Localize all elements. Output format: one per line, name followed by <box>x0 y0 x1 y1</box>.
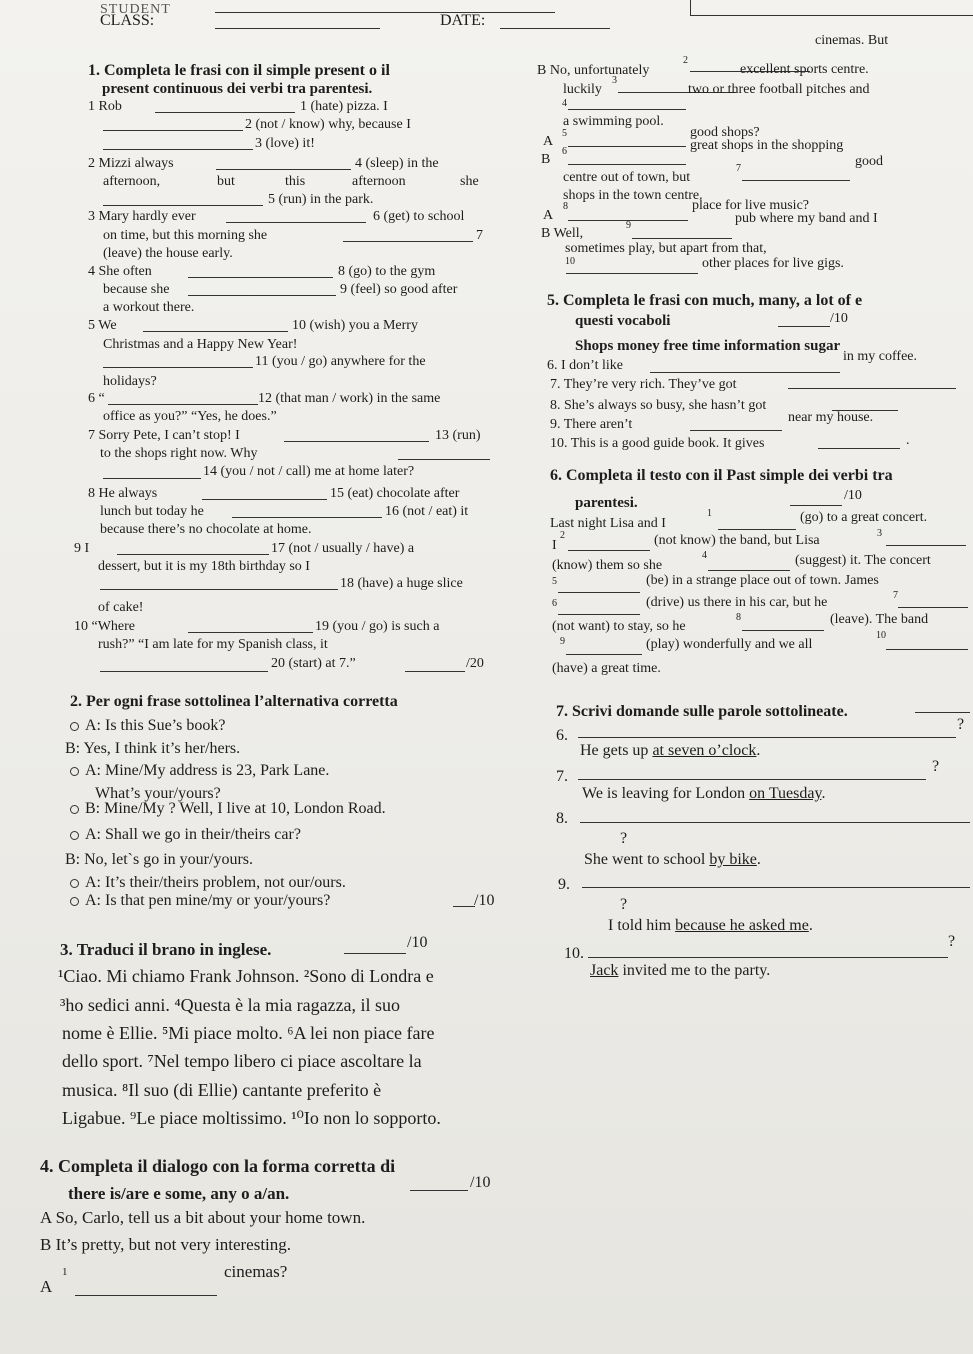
ex2-item <box>70 800 386 818</box>
ex1-blank-4[interactable] <box>216 169 351 170</box>
ex7-sentence-text: invited me to the party. <box>618 962 771 979</box>
ex1-line: 13 (run) <box>435 428 481 443</box>
ex1-line: 5 We <box>88 318 117 333</box>
ex2-item <box>70 762 329 780</box>
ex1-line: 7 <box>476 228 483 243</box>
ex7-num: 7. <box>556 768 568 785</box>
dialogue-line: place for live music? <box>692 198 810 213</box>
ex3-title: 3. Traduci il brano in inglese. <box>60 940 272 959</box>
ex7-qmark: ? <box>957 716 965 733</box>
ex7-qmark: ? <box>620 896 628 913</box>
bullet-circle-icon <box>70 722 79 731</box>
ex1-score: /20 <box>466 656 484 671</box>
dialogue-line: good <box>855 154 883 169</box>
ex2-text: A: Is this Sue’s book? <box>85 717 226 734</box>
ex1-line: 15 (eat) chocolate after <box>330 486 460 501</box>
ex1-line: 14 (you / not / call) me at home later? <box>203 464 415 479</box>
ex1-line: 8 He always <box>88 486 158 501</box>
ex1-line: holidays? <box>103 374 157 389</box>
ex1-line: 2 (not / know) why, because I <box>245 117 411 132</box>
ex6-line: (play) wonderfully and we all <box>646 637 813 652</box>
dialogue-line: pub where my band and I <box>735 211 878 226</box>
ex1-line: 6 (get) to school <box>373 209 465 224</box>
ex6-blank-3[interactable] <box>886 545 966 546</box>
ex1-line: 9 I <box>74 541 90 556</box>
dialogue-line: other places for live gigs. <box>702 256 844 271</box>
ex6-num: 10 <box>876 630 886 641</box>
dialogue-blank-9[interactable] <box>632 238 732 239</box>
ex7-sentence-text: . <box>756 742 761 759</box>
dialogue-line: a swimming pool. <box>563 114 664 129</box>
ex2-text: A: Mine/My address is 23, Park Lane. <box>85 762 330 779</box>
ex6-line: (leave). The band <box>830 612 929 627</box>
ex7-underlined: at seven o’clock <box>652 742 757 759</box>
ex6-line: (know) them so she <box>552 558 663 573</box>
ex1-line: a workout there. <box>103 300 195 315</box>
ex7-sentence-text: She went to school <box>584 851 710 868</box>
ex6-num: 2 <box>560 530 565 541</box>
ex3-line: ³ho sedici anni. ⁴Questa è la mia ragazza, il suo <box>60 995 401 1015</box>
dialogue-line: great shops in the shopping <box>690 138 844 153</box>
ex2-item <box>70 892 330 910</box>
score-box-line <box>690 15 973 16</box>
student-label: STUDENT <box>100 2 171 17</box>
ex2-text: A: It’s their/theirs problem, not our/ours. <box>85 874 346 891</box>
ex1-line: 10 (wish) you a Merry <box>292 318 418 333</box>
ex2-item <box>70 717 225 735</box>
ex2-score-line <box>453 906 475 907</box>
ex1-line: (leave) the house early. <box>103 246 233 261</box>
dialogue-num: 4 <box>562 98 567 109</box>
ex7-sentence-text: He gets up <box>580 742 653 759</box>
ex7-sentence <box>582 785 825 803</box>
ex6-blank-4[interactable] <box>708 570 790 571</box>
ex1-line: but <box>217 174 235 189</box>
dialogue-line: luckily <box>563 82 602 97</box>
ex7-qmark: ? <box>932 758 940 775</box>
ex6-num: 3 <box>877 528 882 539</box>
ex1-subtitle: present continuous dei verbi tra parentesi. <box>102 81 373 97</box>
ex6-num: 1 <box>707 508 712 519</box>
ex5-blank-10[interactable] <box>818 448 900 449</box>
dialogue-line: A <box>543 134 554 149</box>
dialogue-num: 3 <box>612 75 617 86</box>
ex5-item: 7. They’re very rich. They’ve got <box>550 377 737 392</box>
dialogue-line: B No, unfortunately <box>537 63 650 78</box>
ex1-line: 11 (you / go) anywhere for the <box>255 354 426 369</box>
ex3-line: dello sport. ⁷Nel tempo libero ci piace ascoltare la <box>62 1051 422 1071</box>
ex1-blank-19[interactable] <box>188 632 313 633</box>
ex7-sentence <box>590 962 770 980</box>
ex6-blank-5[interactable] <box>558 592 640 593</box>
ex1-blank-20[interactable] <box>100 671 268 672</box>
bullet-circle-icon <box>70 897 79 906</box>
ex5-item: 8. She’s always so busy, she hasn’t got <box>550 398 767 413</box>
ex6-blank-8[interactable] <box>742 630 824 631</box>
ex1-blank-12[interactable] <box>108 404 258 405</box>
ex3-score-line <box>344 953 406 954</box>
ex4-line: B It’s pretty, but not very interesting. <box>40 1235 292 1254</box>
ex6-line: (go) to a great concert. <box>800 510 928 525</box>
ex1-blank-1[interactable] <box>155 112 295 113</box>
ex1-line: 4 She often <box>88 264 152 279</box>
bullet-circle-icon <box>70 831 79 840</box>
ex5-item: 6. I don’t like <box>547 358 623 373</box>
ex1-line: 2 Mizzi always <box>88 156 174 171</box>
ex1-title: 1. Completa le frasi con il simple present o il <box>88 62 390 79</box>
ex2-item <box>70 826 301 844</box>
ex7-underlined: Jack <box>590 962 619 979</box>
ex1-blank-17[interactable] <box>117 554 269 555</box>
ex6-line: I <box>552 538 557 553</box>
ex7-answer-7[interactable] <box>578 779 926 780</box>
ex7-sentence <box>580 742 760 760</box>
ex6-line: (drive) us there in his car, but he <box>646 595 828 610</box>
ex2-item: B: No, let`s go in your/yours. <box>65 851 253 868</box>
ex7-qmark: ? <box>620 830 628 847</box>
class-line <box>215 28 380 29</box>
ex7-answer-10[interactable] <box>588 957 948 958</box>
ex7-answer-9[interactable] <box>582 887 970 888</box>
ex4-title: 4. Completa il dialogo con la forma corretta di <box>40 1156 396 1176</box>
ex5-subtitle: questi vocaboli <box>575 313 671 329</box>
ex1-blank-7[interactable] <box>343 241 473 242</box>
ex1-line: afternoon <box>352 174 406 189</box>
ex6-blank-9[interactable] <box>566 654 642 655</box>
ex4-score: /10 <box>470 1174 491 1191</box>
ex6-line: (be) in a strange place out of town. James <box>646 573 879 588</box>
ex4-line: cinemas? <box>224 1262 288 1281</box>
dialogue-line: two or three football pitches and <box>688 82 870 97</box>
ex7-sentence <box>584 851 761 869</box>
ex7-sentence-text: . <box>821 785 826 802</box>
ex6-blank-1[interactable] <box>718 529 796 530</box>
ex1-line: on time, but this morning she <box>103 228 268 243</box>
ex1-blank-14[interactable] <box>103 478 201 479</box>
dialogue-num: 2 <box>683 55 688 66</box>
ex1-line: 3 (love) it! <box>255 136 315 151</box>
dialogue-line: cinemas. But <box>815 33 889 48</box>
dialogue-line: excellent sports centre. <box>740 62 869 77</box>
ex1-blank-9[interactable] <box>188 295 336 296</box>
ex1-line: 10 “Where <box>74 619 136 634</box>
ex1-line: 4 (sleep) in the <box>355 156 439 171</box>
dialogue-line: A <box>543 208 554 223</box>
dialogue-blank-5[interactable] <box>568 146 686 147</box>
ex1-line: 20 (start) at 7.” <box>271 656 356 671</box>
ex4-score-line <box>410 1190 468 1191</box>
ex2-text: B: Mine/My ? Well, I live at 10, London Road. <box>85 800 386 817</box>
dialogue-num: 6 <box>562 146 567 157</box>
ex4-line: A So, Carlo, tell us a bit about your home town. <box>40 1208 366 1227</box>
ex2-text: A: Shall we go in their/theirs car? <box>85 826 301 843</box>
dialogue-num: 10 <box>565 256 575 267</box>
ex5-score-line <box>778 326 830 327</box>
dialogue-line: sometimes play, but apart from that, <box>565 241 767 256</box>
bullet-circle-icon <box>70 767 79 776</box>
date-label: DATE: <box>440 12 486 29</box>
dialogue-line: shops in the town centre. <box>563 188 703 203</box>
ex2-text: A: Is that pen mine/my or your/yours? <box>85 892 331 909</box>
student-line <box>215 12 555 13</box>
ex1-blank-2[interactable] <box>103 130 243 131</box>
ex6-line: Last night Lisa and I <box>550 516 666 531</box>
ex3-line: Ligabue. ⁹Le piace moltissimo. ¹⁰Io non lo sopporto. <box>62 1108 441 1128</box>
ex1-line: 17 (not / usually / have) a <box>271 541 415 556</box>
ex1-line: 8 (go) to the gym <box>338 264 436 279</box>
ex1-blank-5[interactable] <box>103 205 263 206</box>
ex6-score-line <box>790 505 842 506</box>
ex7-answer-8[interactable] <box>580 822 970 823</box>
ex6-line: (suggest) it. The concert <box>795 553 931 568</box>
ex5-score: /10 <box>830 311 848 326</box>
ex1-line: 7 Sorry Pete, I can’t stop! I <box>88 428 240 443</box>
ex5-item: near my house. <box>788 410 874 425</box>
ex5-item: in my coffee. <box>843 349 917 364</box>
ex1-line: because there’s no chocolate at home. <box>100 522 312 537</box>
ex7-answer-6[interactable] <box>578 737 956 738</box>
ex1-line: office as you?” “Yes, he does.” <box>103 409 277 424</box>
ex6-num: 9 <box>560 636 565 647</box>
dialogue-blank-6[interactable] <box>568 164 686 165</box>
dialogue-blank-10[interactable] <box>566 273 698 274</box>
ex1-blank-18[interactable] <box>100 589 338 590</box>
dialogue-num: 5 <box>562 128 567 139</box>
ex1-blank-13b[interactable] <box>398 459 490 460</box>
ex1-blank-11[interactable] <box>103 367 253 368</box>
ex5-title: 5. Completa le frasi con much, many, a lot of e <box>547 292 863 309</box>
ex1-blank-10[interactable] <box>143 331 288 332</box>
dialogue-line: centre out of town, but <box>563 170 691 185</box>
ex6-blank-6[interactable] <box>558 614 640 615</box>
score-box-edge <box>690 0 691 15</box>
ex2-item: B: Yes, I think it’s her/hers. <box>65 740 241 757</box>
ex1-blank-13[interactable] <box>284 441 429 442</box>
ex6-score: /10 <box>844 488 862 503</box>
ex6-num: 8 <box>736 612 741 623</box>
ex3-line: nome è Ellie. ⁵Mi piace molto. ⁶A lei non piace fare <box>62 1023 435 1043</box>
ex7-sentence-text: We is leaving for London <box>582 785 750 802</box>
ex1-line: 16 (not / eat) it <box>385 504 469 519</box>
ex4-blank-1[interactable] <box>75 1295 217 1296</box>
ex1-blank-16[interactable] <box>232 517 382 518</box>
ex6-line: (have) a great time. <box>552 661 661 676</box>
ex4-subtitle: there is/are e some, any o a/an. <box>68 1184 290 1203</box>
ex1-line: 3 Mary hardly ever <box>88 209 196 224</box>
ex7-sentence-text: . <box>756 851 761 868</box>
ex2-score: /10 <box>474 892 495 909</box>
ex7-qmark: ? <box>948 933 956 950</box>
ex5-word-bank: Shops money free time information sugar <box>575 338 841 354</box>
ex1-line: of cake! <box>98 600 144 615</box>
ex1-line: afternoon, <box>103 174 161 189</box>
ex7-underlined: by bike <box>709 851 757 868</box>
ex1-line: 19 (you / go) is such a <box>315 619 440 634</box>
ex7-sentence-text: I told him <box>608 917 676 934</box>
ex6-line: (not want) to stay, so he <box>552 619 686 634</box>
ex6-blank-10[interactable] <box>886 649 968 650</box>
ex1-line: 6 “ <box>88 391 105 406</box>
ex3-line: musica. ⁸Il suo (di Ellie) cantante preferito è <box>62 1080 382 1100</box>
ex6-blank-7[interactable] <box>898 607 968 608</box>
ex6-num: 4 <box>702 550 707 561</box>
ex3-score: /10 <box>407 934 428 951</box>
ex5-item: 10. This is a good guide book. It gives <box>550 436 765 451</box>
ex1-line: 9 (feel) so good after <box>340 282 458 297</box>
ex7-num: 8. <box>556 810 568 827</box>
ex7-sentence <box>608 917 813 935</box>
dialogue-num: 8 <box>563 201 568 212</box>
ex6-num: 5 <box>552 576 557 587</box>
ex1-line: to the shops right now. Why <box>100 446 258 461</box>
ex2-title: 2. Per ogni frase sottolinea l’alternativa corretta <box>70 693 398 710</box>
ex4-line: A <box>40 1277 53 1296</box>
ex7-underlined: on Tuesday <box>749 785 822 802</box>
ex1-line: rush?” “I am late for my Spanish class, it <box>98 637 328 652</box>
ex1-line: 12 (that man / work) in the same <box>258 391 441 406</box>
ex1-line: dessert, but it is my 18th birthday so I <box>98 559 310 574</box>
ex5-item: . <box>906 433 910 448</box>
ex5-blank-6[interactable] <box>650 372 840 373</box>
ex5-item: 9. There aren’t <box>550 417 633 432</box>
ex7-sentence-text: . <box>808 917 813 934</box>
bullet-circle-icon <box>70 805 79 814</box>
ex7-num: 6. <box>556 727 568 744</box>
ex1-line: Christmas and a Happy New Year! <box>103 337 298 352</box>
ex4-num: 1 <box>62 1266 68 1278</box>
dialogue-line: B <box>541 152 551 167</box>
ex1-blank-3[interactable] <box>103 149 253 150</box>
ex1-blank-15[interactable] <box>202 499 327 500</box>
ex7-underlined: because he asked me <box>675 917 809 934</box>
ex1-line: 18 (have) a huge slice <box>340 576 463 591</box>
dialogue-blank-4[interactable] <box>568 109 686 110</box>
ex1-line: this <box>285 174 306 189</box>
ex1-blank-6[interactable] <box>226 222 366 223</box>
ex7-title: 7. Scrivi domande sulle parole sottolineate. <box>556 703 848 720</box>
dialogue-num: 7 <box>736 163 741 174</box>
ex1-score-line <box>405 671 465 672</box>
ex1-line: because she <box>103 282 170 297</box>
ex7-num: 10. <box>564 945 584 962</box>
date-line <box>500 28 610 29</box>
ex1-line: 1 (hate) pizza. I <box>300 99 388 114</box>
ex6-num: 6 <box>552 598 557 609</box>
ex6-num: 7 <box>893 590 898 601</box>
dialogue-line: B Well, <box>541 226 584 241</box>
ex7-title-line <box>915 712 970 713</box>
class-label: CLASS: <box>100 12 155 29</box>
ex1-line: 5 (run) in the park. <box>268 192 374 207</box>
dialogue-num: 9 <box>626 220 631 231</box>
ex2-item <box>70 874 346 892</box>
bullet-circle-icon <box>70 879 79 888</box>
ex6-title: 6. Completa il testo con il Past simple dei verbi tra <box>550 467 893 484</box>
ex3-line: ¹Ciao. Mi chiamo Frank Johnson. ²Sono di Londra e <box>58 966 434 986</box>
ex5-blank-9[interactable] <box>690 430 782 431</box>
ex1-line: she <box>460 174 479 189</box>
ex1-blank-8[interactable] <box>188 277 333 278</box>
ex6-blank-2[interactable] <box>568 550 650 551</box>
ex7-num: 9. <box>558 876 570 893</box>
ex6-line: (not know) the band, but Lisa <box>654 533 820 548</box>
ex5-blank-7[interactable] <box>788 388 956 389</box>
ex2-item: What’s your/yours? <box>95 785 221 802</box>
dialogue-blank-7[interactable] <box>742 180 850 181</box>
ex1-line: lunch but today he <box>100 504 204 519</box>
ex6-subtitle: parentesi. <box>575 495 638 511</box>
dialogue-line: good shops? <box>690 125 760 140</box>
ex1-line: 1 Rob <box>88 99 122 114</box>
